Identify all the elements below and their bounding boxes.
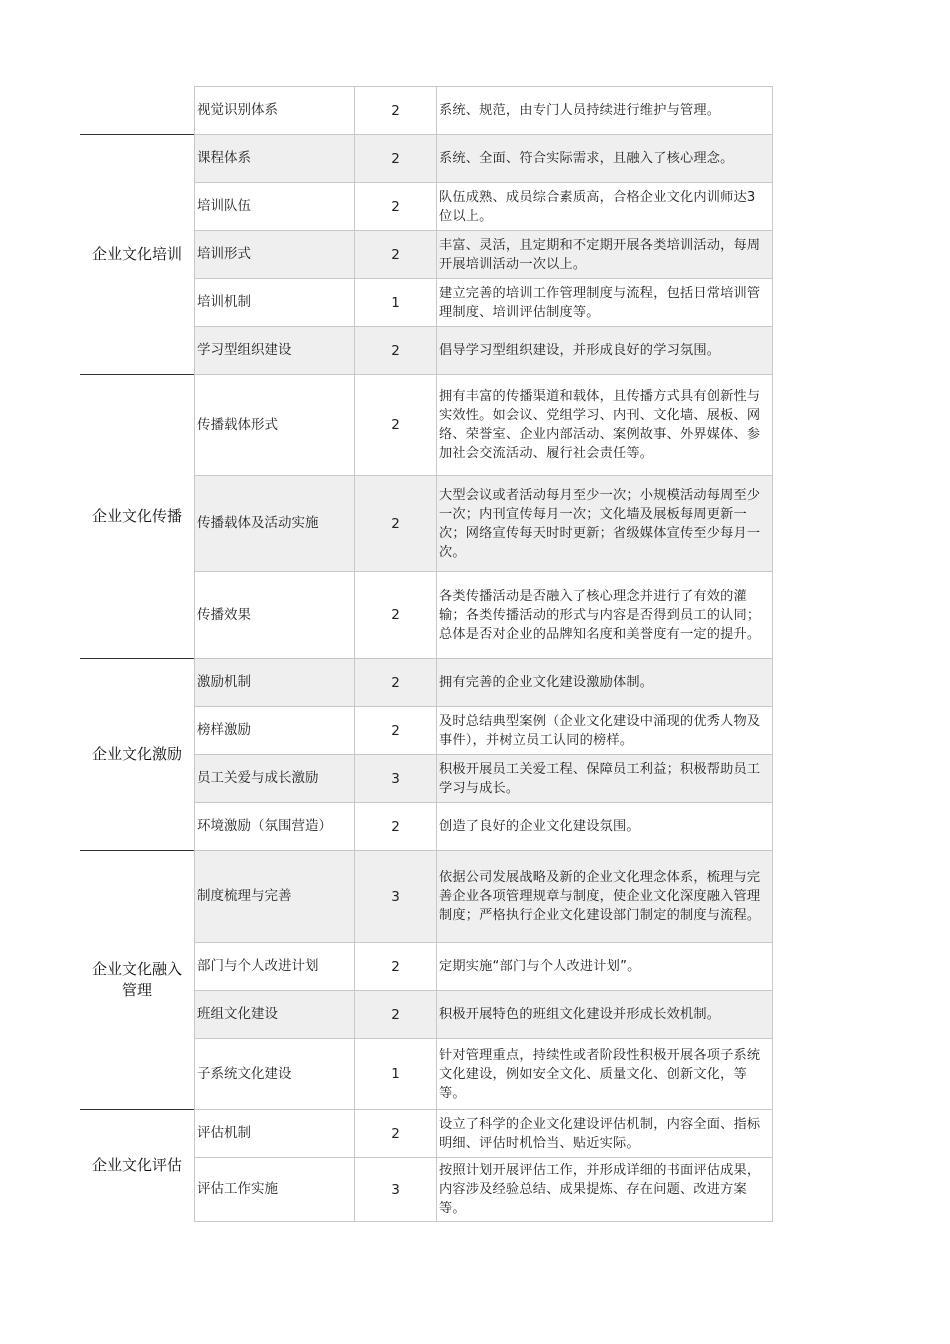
table-row: [194, 571, 773, 658]
score-cell: 2: [355, 659, 437, 706]
table-row: [194, 1109, 773, 1157]
criteria-cell: 针对管理重点，持续性或者阶段性积极开展各项子系统文化建设，例如安全文化、质量文化、创新文化，等等。: [439, 1047, 761, 1101]
criteria-cell: 定期实施“部门与个人改进计划”。: [439, 959, 641, 974]
item-name-cell: 评估机制: [195, 1110, 355, 1157]
score-cell: 3: [355, 851, 437, 942]
table-row: [194, 850, 773, 942]
category-label: 企业文化传播: [91, 506, 182, 525]
score-cell: 2: [355, 375, 437, 475]
item-name-cell: 传播效果: [195, 572, 355, 658]
score-cell: 2: [355, 572, 437, 658]
table-row: [194, 134, 773, 182]
score-cell: 3: [355, 1158, 437, 1221]
item-name-cell: 传播载体形式: [195, 375, 355, 475]
table-row: [194, 1157, 773, 1221]
score-cell: 2: [355, 231, 437, 278]
criteria-cell: 及时总结典型案例（企业文化建设中涌现的优秀人物及事件），并树立员工认同的榜样。: [439, 713, 761, 748]
table-row: [194, 182, 773, 230]
table-row: [194, 475, 773, 571]
score-cell: 2: [355, 943, 437, 990]
table-row: [194, 326, 773, 374]
item-name-cell: 班组文化建设: [195, 991, 355, 1038]
item-name-cell: 制度梳理与完善: [195, 851, 355, 942]
score-cell: 2: [355, 991, 437, 1038]
score-cell: 2: [355, 135, 437, 182]
table-row: [194, 990, 773, 1038]
item-name-cell: 子系统文化建设: [195, 1039, 355, 1109]
category-label: 企业文化融入管理: [91, 959, 182, 999]
table-row: [194, 706, 773, 754]
criteria-cell: 丰富、灵活，且定期和不定期开展各类培训活动，每周开展培训活动一次以上。: [439, 237, 761, 272]
item-name-cell: 部门与个人改进计划: [195, 943, 355, 990]
criteria-cell: 积极开展特色的班组文化建设并形成长效机制。: [439, 1007, 721, 1022]
criteria-cell: 拥有丰富的传播渠道和载体，且传播方式具有创新性与实效性。如会议、党组学习、内刊、文化墙、展板、网络、荣誉室、企业内部活动、案例故事、外界媒体、参加社会交流活动、履行社会责任等。: [439, 389, 761, 461]
item-name-cell: 员工关爱与成长激励: [195, 755, 355, 802]
criteria-cell: 依据公司发展战略及新的企业文化理念体系，梳理与完善企业各项管理规章与制度，使企业文化深度融入管理制度；严格执行企业文化建设部门制定的制度与流程。: [439, 870, 761, 923]
criteria-cell: 拥有完善的企业文化建设激励体制。: [439, 675, 654, 690]
criteria-cell: 系统、全面、符合实际需求，且融入了核心理念。: [439, 151, 734, 166]
category-label: 企业文化评估: [91, 1155, 182, 1174]
score-cell: 2: [355, 707, 437, 754]
item-name-cell: 环境激励（氛围营造）: [195, 803, 355, 850]
score-cell: 2: [355, 183, 437, 230]
criteria-cell: 设立了科学的企业文化建设评估机制，内容全面、指标明细、评估时机恰当、贴近实际。: [439, 1116, 761, 1151]
criteria-cell: 各类传播活动是否融入了核心理念并进行了有效的灌输；各类传播活动的形式与内容是否得到员工的认同；总体是否对企业的品牌知名度和美誉度有一定的提升。: [439, 588, 761, 642]
criteria-cell: 积极开展员工关爱工程、保障员工利益；积极帮助员工学习与成长。: [439, 761, 761, 796]
score-cell: 2: [355, 476, 437, 571]
criteria-cell: 队伍成熟、成员综合素质高，合格企业文化内训师达3位以上。: [439, 189, 756, 224]
item-name-cell: 培训队伍: [195, 183, 355, 230]
item-name-cell: 培训形式: [195, 231, 355, 278]
item-name-cell: 评估工作实施: [195, 1158, 355, 1221]
table-bottom-border: [194, 1221, 773, 1222]
criteria-cell: 大型会议或者活动每月至少一次；小规模活动每周至少一次；内刊宣传每月一次；文化墙及展板每周更新一次；网络宣传每天时时更新；省级媒体宣传至少每月一次。: [439, 487, 761, 560]
item-name-cell: 榜样激励: [195, 707, 355, 754]
category-label: 企业文化培训: [91, 244, 182, 263]
table-row: [194, 86, 773, 134]
score-cell: 2: [355, 327, 437, 374]
item-name-cell: 激励机制: [195, 659, 355, 706]
criteria-cell: 倡导学习型组织建设，并形成良好的学习氛围。: [439, 343, 721, 358]
criteria-cell: 建立完善的培训工作管理制度与流程，包括日常培训管理制度、培训评估制度等。: [439, 285, 761, 320]
score-cell: 2: [355, 87, 437, 134]
table-row: [194, 278, 773, 326]
item-name-cell: 学习型组织建设: [195, 327, 355, 374]
table-row: [194, 374, 773, 475]
item-name-cell: 培训机制: [195, 279, 355, 326]
table-row: [194, 942, 773, 990]
score-cell: 1: [355, 1039, 437, 1109]
item-name-cell: 课程体系: [195, 135, 355, 182]
category-label: 企业文化激励: [91, 744, 182, 763]
table-row: [194, 754, 773, 802]
criteria-cell: 系统、规范，由专门人员持续进行维护与管理。: [439, 103, 721, 118]
table-row: [194, 1038, 773, 1109]
score-cell: 1: [355, 279, 437, 326]
table-row: [194, 802, 773, 850]
table-row: [194, 230, 773, 278]
score-cell: 2: [355, 1110, 437, 1157]
criteria-cell: 按照计划开展评估工作，并形成详细的书面评估成果，内容涉及经验总结、成果提炼、存在问题、改进方案等。: [439, 1163, 761, 1216]
table-row: [194, 658, 773, 706]
item-name-cell: 视觉识别体系: [195, 87, 355, 134]
item-name-cell: 传播载体及活动实施: [195, 476, 355, 571]
score-cell: 3: [355, 755, 437, 802]
criteria-cell: 创造了良好的企业文化建设氛围。: [439, 819, 640, 834]
score-cell: 2: [355, 803, 437, 850]
